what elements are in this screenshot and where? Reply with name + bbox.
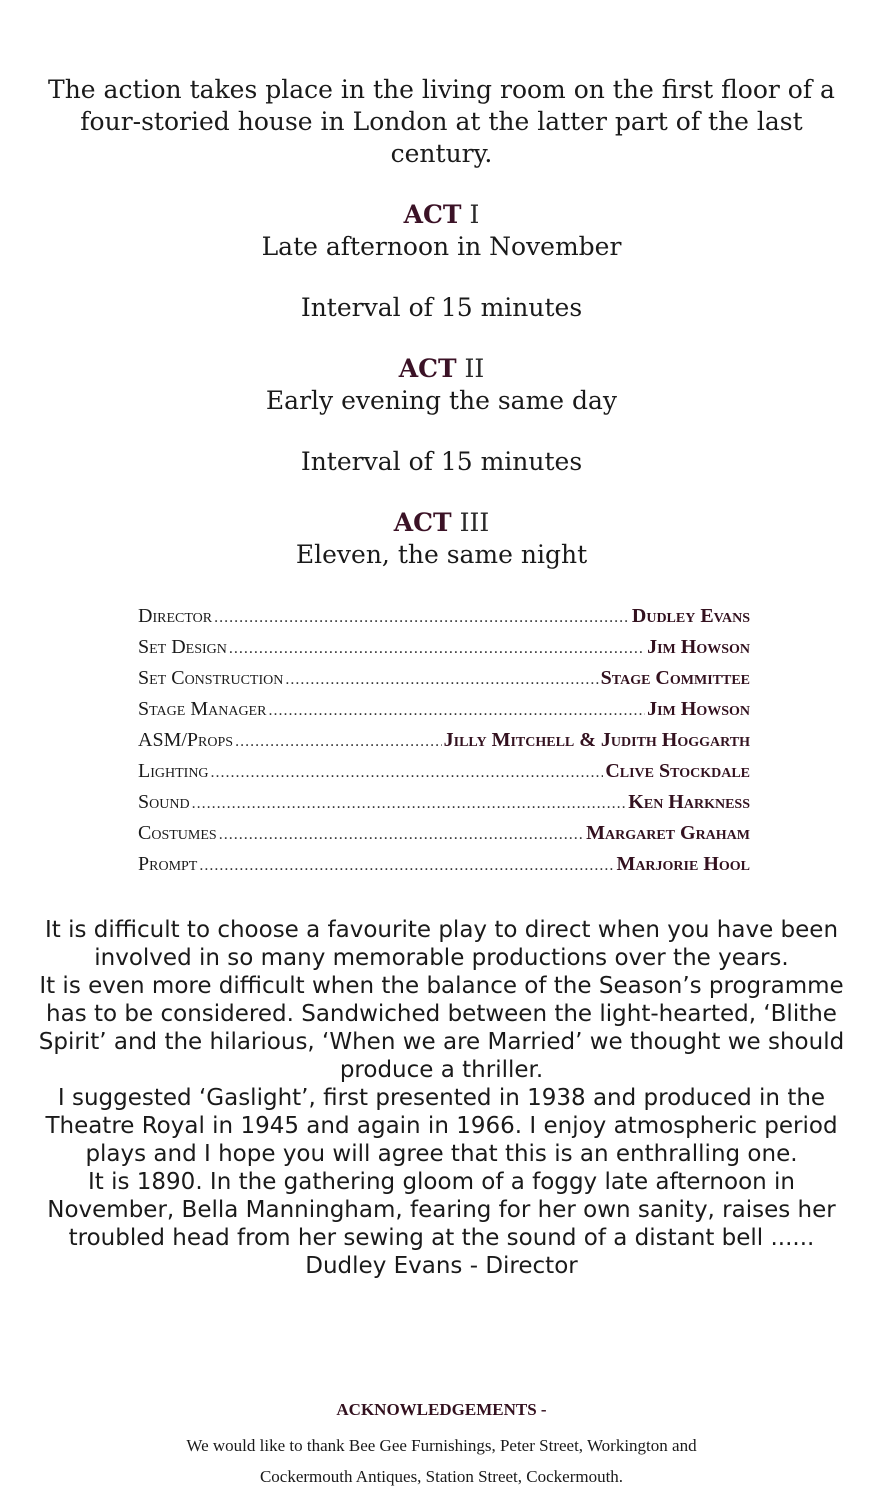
directors-notes <box>30 916 853 1280</box>
credit-row-set-construction <box>138 663 750 694</box>
credit-row-prompt <box>138 849 750 880</box>
dot-leader <box>211 757 604 787</box>
act-2-numeral: II <box>464 354 485 383</box>
credit-name: Jim Howson <box>647 636 750 658</box>
dot-leader <box>199 850 614 880</box>
credit-row-set-design <box>138 632 750 663</box>
act-2-word: ACT <box>398 354 457 383</box>
acknowledgements-line: Cockermouth Antiques, Station Street, Cockermouth. <box>259 1467 624 1486</box>
setting-description: The action takes place in the living room on the first floor of a four-storied house in London at the latter part of the last century. <box>48 75 835 168</box>
dot-leader <box>235 726 442 756</box>
credit-row-sound <box>138 787 750 818</box>
credit-name: Ken Harkness <box>628 791 750 813</box>
credit-row-lighting <box>138 756 750 787</box>
credit-row-asm-props <box>138 725 750 756</box>
director-signature: Dudley Evans - Director <box>305 1253 578 1279</box>
notes-paragraph: It is 1890. In the gathering gloom of a foggy late afternoon in November, Bella Manningham, fearing for her own sanity, raises her troubled head from her sewing at the sound of a distant bell ...... <box>47 1169 836 1251</box>
act-3-heading <box>0 507 883 539</box>
act-2-description: Early evening the same day <box>265 386 618 415</box>
production-credits <box>138 601 750 880</box>
credit-role: Lighting <box>138 760 209 782</box>
credit-row-stage-manager <box>138 694 750 725</box>
act-2 <box>0 353 883 417</box>
dot-leader <box>214 602 630 632</box>
credit-row-costumes <box>138 818 750 849</box>
notes-paragraph: It is difficult to choose a favourite play to direct when you have been involved in so many memorable productions over the years. <box>44 917 839 971</box>
credit-role: Director <box>138 605 213 627</box>
credit-name: Margaret Graham <box>586 822 750 844</box>
act-1-numeral: I <box>469 200 480 229</box>
act-1-heading <box>0 199 883 231</box>
dot-leader <box>192 788 627 818</box>
credit-role: Set Construction <box>138 667 284 689</box>
dot-leader <box>219 819 584 849</box>
act-3 <box>0 507 883 571</box>
act-1-description: Late afternoon in November <box>261 232 622 261</box>
credit-role: Stage Manager <box>138 698 267 720</box>
credit-name: Jim Howson <box>647 698 750 720</box>
dot-leader <box>285 664 598 694</box>
act-3-description: Eleven, the same night <box>295 540 588 569</box>
credit-name: Dudley Evans <box>631 605 750 627</box>
credit-name: Stage Committee <box>600 667 750 689</box>
acknowledgements-text <box>60 1430 823 1492</box>
credit-role: Costumes <box>138 822 217 844</box>
act-2-heading <box>0 353 883 385</box>
notes-paragraph: It is even more difficult when the balance of the Season’s programme has to be considered. Sandwiched between the light-hearted, ‘Blithe Spirit’ and the hilarious, ‘When we are Married’ we thought we should produce a thriller. <box>38 973 845 1083</box>
dot-leader <box>268 695 645 725</box>
credit-name: Marjorie Hool <box>616 853 750 875</box>
credit-role: Prompt <box>138 853 198 875</box>
dot-leader <box>229 633 645 663</box>
acknowledgements-line: We would like to thank Bee Gee Furnishings, Peter Street, Workington and <box>186 1436 697 1455</box>
credit-role: ASM/Props <box>138 729 234 751</box>
act-3-numeral: III <box>459 508 490 537</box>
credit-row-director <box>138 601 750 632</box>
credit-name: Clive Stockdale <box>605 760 750 782</box>
interval-2: Interval of 15 minutes <box>300 447 583 476</box>
acknowledgements-title: ACKNOWLEDGEMENTS - <box>336 1400 547 1419</box>
interval-1: Interval of 15 minutes <box>300 293 583 322</box>
credit-name: Jilly Mitchell & Judith Hoggarth <box>443 729 750 751</box>
credit-role: Sound <box>138 791 190 813</box>
act-1 <box>0 199 883 263</box>
act-3-word: ACT <box>393 508 452 537</box>
act-1-word: ACT <box>403 200 462 229</box>
notes-paragraph: I suggested ‘Gaslight’, first presented in 1938 and produced in the Theatre Royal in 1945 and again in 1966. I enjoy atmospheric period plays and I hope you will agree that this is an enthralling one. <box>45 1085 838 1167</box>
credit-role: Set Design <box>138 636 227 658</box>
